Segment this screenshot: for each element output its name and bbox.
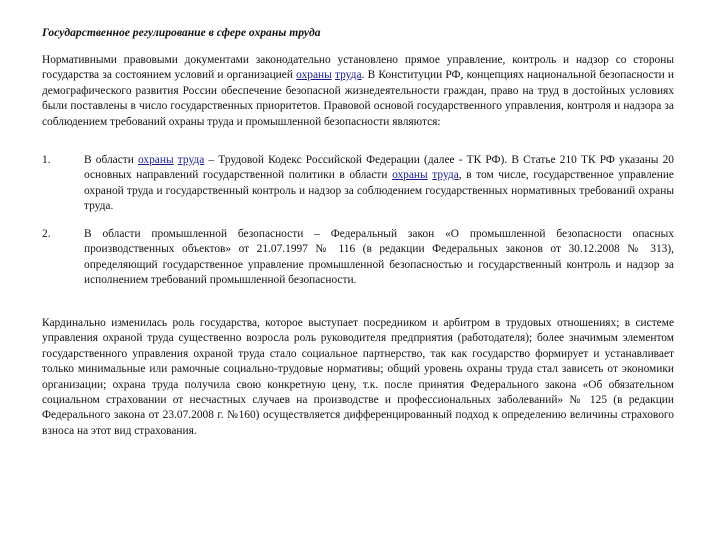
item1-text-3: , в том числе, государственное управление охраной труда и государственный контроль и надзор за соблюдением государственных нормативных требований охраны труда.	[84, 169, 674, 213]
list-item-1-text	[84, 153, 674, 215]
document-title: Государственное регулирование в сфере охраны труда	[42, 26, 321, 39]
intro-text-2: . В Конституции РФ, концепциях национальной безопасности и демографического развития России обеспечение безопасной жизнедеятельности граждан, право на труд в достойных условиях были поставлены в число государственных приоритетов. Правовой основой государственного управления, контроля и надзора за соблюдением требований охраны труда и промышленной безопасности являются:	[42, 69, 674, 128]
intro-paragraph	[42, 53, 674, 130]
intro-text-1: Нормативными правовыми документами законодательно установлено прямое управление, контроль и надзор со стороны государства за состоянием условий и организацией	[42, 54, 674, 82]
item1-link-okhrany-2[interactable]: охраны	[392, 169, 428, 182]
link-okhrany[interactable]: охраны	[296, 69, 332, 82]
closing-paragraph: Кардинально изменилась роль государства, которое выступает посредником и арбитром в трудовых отношениях; в системе управления охраной труда существенно возросла роль руководителя предприятия (работодателя); более значимым элементом государственного управления охраной труда стало социальное партнерство, так как государство формирует и устанавливает только минимальные или рамочные социально-трудовые нормативы; общий уровень охраны труда стал зависеть от экономики организации; охрана труда получила свою конкретную цену, т.к. после принятия Федерального закона «Об обязательном социальном страховании от несчастных случаев на производстве и профессиональных заболеваний» № 125 (в редакции Федерального закона от 23.07.2008 г. №160) осуществляется дифференцированный подход к определению величины страхового взноса на этот вид страхования.	[42, 317, 674, 437]
item1-text-1: В области	[84, 154, 138, 166]
link-truda[interactable]: труда	[335, 69, 362, 82]
list-number-1: 1.	[42, 154, 51, 166]
item1-link-okhrany[interactable]: охраны	[138, 154, 174, 166]
list-item-2-text: В области промышленной безопасности – Федеральный закон «О промышленной безопасности опасных производственных объектов» от 21.07.1997 № 116 (в редакции Федеральных законов от 30.12.2008 № 313), определяющий государственное управление промышленной безопасностью и государственный контроль и надзор за исполнением требований промышленной безопасности.	[84, 228, 674, 287]
item1-link-truda-2[interactable]: труда	[432, 169, 459, 182]
item1-text-2: – Трудовой Кодекс Российской Федерации (далее - ТК РФ). В Статье 210 ТК РФ указаны 20 основных направлений государственной политики в области	[84, 154, 675, 182]
list-number-2: 2.	[42, 228, 51, 240]
item1-link-truda[interactable]: труда	[177, 154, 205, 166]
